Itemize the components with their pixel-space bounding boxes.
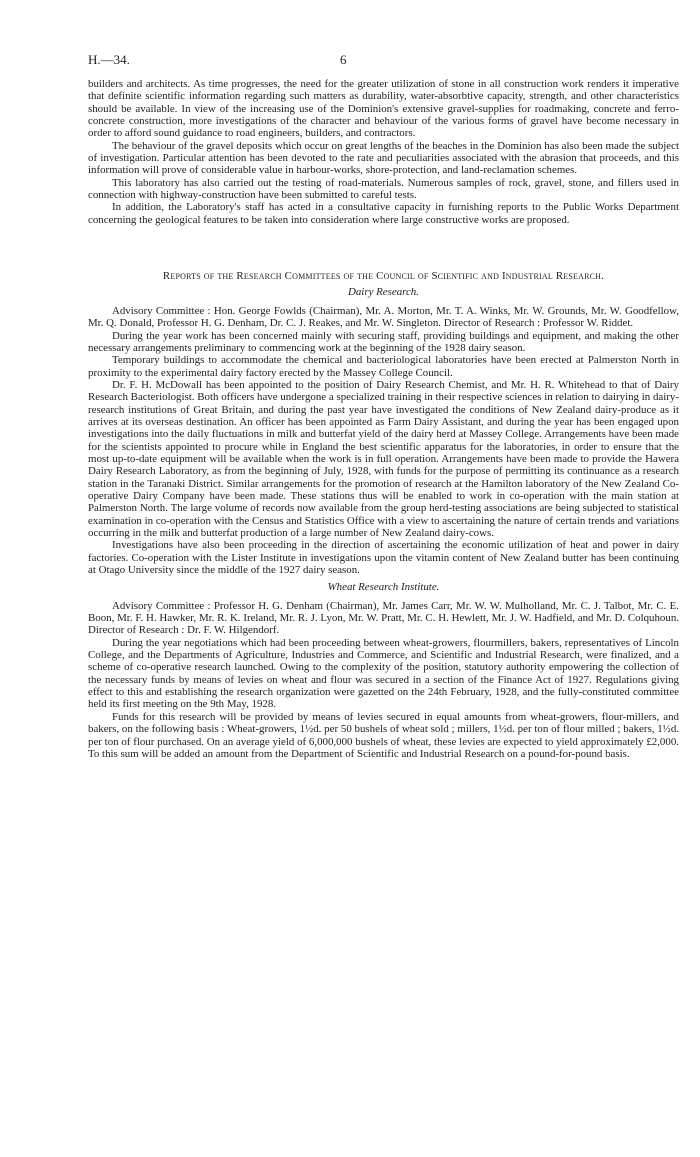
page-body [88, 78, 679, 760]
wheat-paragraph-1: Advisory Committee : Professor H. G. Denham (Chairman), Mr. James Carr, Mr. W. W. Mulholland, Mr. C. J. Talbot, Mr. C. E. Boon, Mr. F. H. Hawker, Mr. R. K. Ireland, Mr. R. J. Lyon, Mr. W. Pratt, Mr. C. H. Hewlett, Mr. J. W. Hadfield, and Mr. D. Colquhoun. Director of Research : Dr. F. W. Hilgendorf. [88, 599, 679, 637]
page-header [88, 52, 680, 70]
dairy-paragraph-4: Dr. F. H. McDowall has been appointed to the position of Dairy Research Chemist, and Mr. H. R. Whitehead to that of Dairy Research Bacteriologist. Both officers have undergone a specialized training in their respective sciences in relation to dairying in dairy-research institutions of Great Britain, and during the past year have investigated the conditions of New Zealand dairy-produce as it arrives at its overseas destination. An officer has been appointed as Farm Dairy Assistant, and during the year has been engaged upon investigations into the daily fluctuations in milk and butterfat yield of the dairy herd at Massey College. Arrangements have been made for the scientists appointed to procure while in England the best scientific apparatus for the laboratories, in order to ensure that the most up-to-date equipment will be available when the work is in full operation. Arrangements have been made to provide the Hawera Dairy Research Laboratory, as from the beginning of July, 1928, with funds for the purpose of permitting its continuance as a research station in the Taranaki District. Similar arrangements for the promotion of research at the Hamilton laboratory of the New Zealand Co-operative Dairy Company have been made. These stations thus will be enabled to work in co-operation with the main station at Palmerston North. The large volume of records now available from the group herd-testing associations are being subjected to statistical examination in co-operation with the Census and Statistics Office with a view to ascertaining the nature of certain trends and variations occurring in the milk and butterfat production of a large number of New Zealand dairy-cows. [88, 378, 679, 539]
dairy-paragraph-3: Temporary buildings to accommodate the chemical and bacteriological laboratories have been erected at Palmerston North in proximity to the experimental dairy factory erected by the Massey College Council. [88, 354, 679, 379]
document-reference: H.—34. [88, 52, 130, 67]
intro-paragraph-2: The behaviour of the gravel deposits which occur on great lengths of the beaches in the Dominion has also been made the subject of investigation. Particular attention has been devoted to the rate and peculiarities associated with the abrasion that proceeds, and this information will prove of considerable value in harbour-works, shore-protection, and land-reclamation schemes. [88, 139, 679, 177]
intro-paragraph-4: In addition, the Laboratory's staff has acted in a consultative capacity in furnishing reports to the Public Works Department concerning the geological features to be taken into consideration where large constructive works are proposed. [88, 201, 679, 226]
intro-paragraph-3: This laboratory has also carried out the testing of road-materials. Numerous samples of rock, gravel, stone, and fillers used in connection with highway-construction have been submitted to careful tests. [88, 176, 679, 202]
dairy-paragraph-2: During the year work has been concerned mainly with securing staff, providing buildings and equipment, and making the other necessary arrangements preliminary to commencing work at the beginning of the 1928 dairy season. [88, 329, 679, 354]
page-number: 6 [340, 52, 347, 67]
dairy-research-heading: Dairy Research. [348, 286, 419, 299]
dairy-paragraph-1: Advisory Committee : Hon. George Fowlds (Chairman), Mr. A. Morton, Mr. T. A. Winks, Mr. W. Grounds, Mr. W. Goodfellow, Mr. Q. Donald, Professor H. G. Denham, Dr. C. J. Reakes, and Mr. W. Singleton. Director of Research : Professor W. Riddet. [88, 304, 679, 330]
intro-paragraph-1: builders and architects. As time progresses, the need for the greater utilization of stone in all construction work renders it imperative that definite scientific information regarding such matters as durability, water-absorbtive capacity, strength, and other characteristics should be available. In view of the increasing use of the Dominion's extensive gravel-supplies for roadmaking, concrete and ferro-concrete construction, more investigations of the character and behaviour of the various forms of gravel have become necessary in order to afford sound guidance to road engineers, builders, and contractors. [88, 78, 679, 140]
wheat-paragraph-2: During the year negotiations which had been proceeding between wheat-growers, flourmillers, bakers, representatives of Lincoln College, and the Departments of Agriculture, Industries and Commerce, and Scientific and Industrial Research, were finalized, and a scheme of co-operative research launched. Owing to the complexity of the position, statutory authority empowering the collection of the necessary funds by means of levies on wheat and flour was secured in a section of the Finance Act of 1927. Regulations giving effect to this and establishing the research organization were gazetted on the 24th February, 1928, and the fully-constituted committee held its first meeting on the 9th May, 1928. [88, 636, 679, 711]
wheat-research-heading: Wheat Research Institute. [327, 581, 440, 594]
wheat-paragraph-3: Funds for this research will be provided by means of levies secured in equal amounts from wheat-growers, flour-millers, and bakers, on the following basis : Wheat-growers, 1½d. per 50 bushels of wheat sold ; millers, 1½d. per ton of flour milled ; bakers, 1½d. per ton of flour purchased. On an average yield of 6,000,000 bushels of wheat, these levies are expected to yield approximately £2,000. To this sum will be added an amount from the Department of Scientific and Industrial Research on a pound-for-pound basis. [88, 710, 679, 760]
section-heading: Reports of the Research Committees of the Council of Scientific and Industrial Research. [162, 270, 605, 283]
dairy-paragraph-5: Investigations have also been proceeding in the direction of ascertaining the economic utilization of heat and power in dairy factories. Co-operation with the Lister Institute in investigations upon the vitamin content of New Zealand butter has been continuing at Otago University since the middle of the 1927 dairy season. [88, 539, 679, 577]
